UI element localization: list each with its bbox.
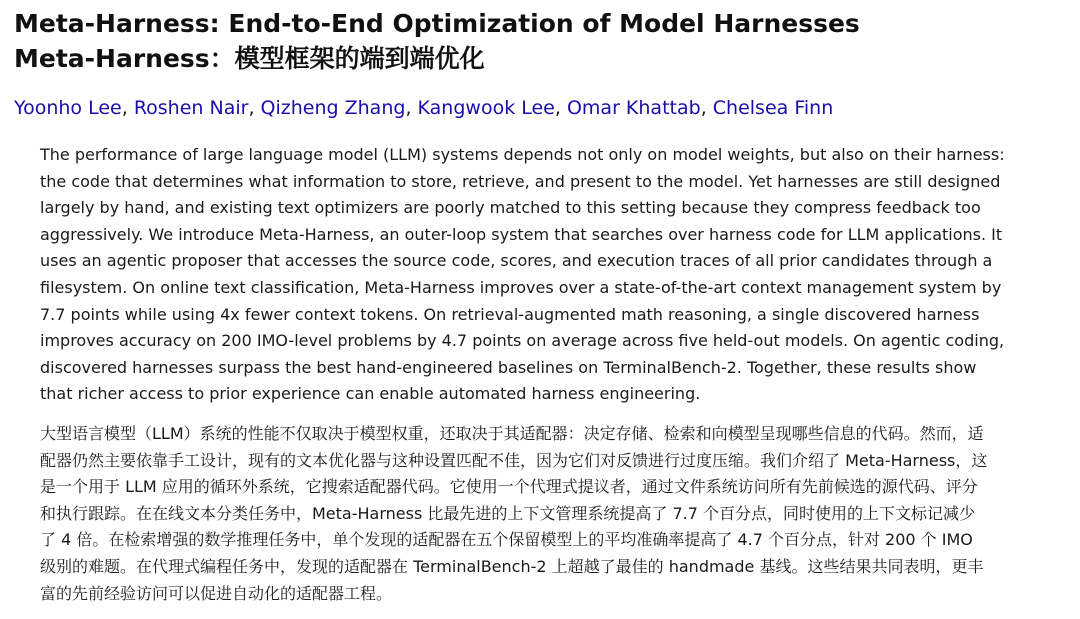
abstract-line: uses an agentic proposer that accesses the source code, scores, and execution traces of all prior candidates through a xyxy=(40,251,993,271)
author-separator: , xyxy=(700,97,713,119)
author-separator: , xyxy=(405,97,418,119)
abstract-line: 配器仍然主要依靠手工设计，现有的文本优化器与这种设置匹配不佳，因为它们对反馈进行过度压缩。我们介绍了 Meta-Harness，这 xyxy=(40,450,988,470)
abstract-line: 和执行跟踪。在在线文本分类任务中，Meta-Harness 比最先进的上下文管理系统提高了 7.7 个百分点，同时使用的上下文标记减少 xyxy=(40,503,975,523)
author-link[interactable]: Omar Khattab xyxy=(566,97,701,119)
author-separator: , xyxy=(121,97,134,119)
abstract-line: 了 4 倍。在检索增强的数学推理任务中，单个发现的适配器在五个保留模型上的平均准确率提高了 4.7 个百分点，针对 200 个 IMO xyxy=(40,530,973,550)
abstract-line: 7.7 points while using 4x fewer context tokens. On retrieval-augmented math reasoning, a single discovered harness xyxy=(40,304,980,324)
paper-title-en: Meta-Harness: End-to-End Optimization of Model Harnesses xyxy=(14,9,860,38)
author-link[interactable]: Kangwook Lee xyxy=(417,97,555,119)
abstract-english xyxy=(40,142,1068,408)
author-link[interactable]: Roshen Nair xyxy=(133,97,249,119)
paper-title-zh: Meta-Harness：模型框架的端到端优化 xyxy=(14,44,485,73)
author-separator: , xyxy=(554,97,567,119)
author-link[interactable]: Chelsea Finn xyxy=(712,97,834,119)
author-list xyxy=(14,94,833,122)
abstract-line: filesystem. On online text classification, Meta-Harness improves over a state-of-the-art context management system by xyxy=(40,277,1002,297)
abstract-line: discovered harnesses surpass the best hand-engineered baselines on TerminalBench-2. Together, these results show xyxy=(40,357,977,377)
abstract-line: aggressively. We introduce Meta-Harness, an outer-loop system that searches over harness code for LLM applications. It xyxy=(40,224,1003,244)
abstract-line: 级别的难题。在代理式编程任务中，发现的适配器在 TerminalBench-2 上超越了最佳的 handmade 基线。这些结果共同表明，更丰 xyxy=(40,556,984,576)
abstract-line: 是一个用于 LLM 应用的循环外系统，它搜索适配器代码。它使用一个代理式提议者，通过文件系统访问所有先前候选的源代码、评分 xyxy=(40,477,978,497)
abstract-line: largely by hand, and existing text optimizers are poorly matched to this setting because they compress feedback too xyxy=(40,198,981,218)
abstract-line: The performance of large language model (LLM) systems depends not only on model weights, but also on their harness: xyxy=(40,145,1005,164)
abstract-line: 大型语言模型（LLM）系统的性能不仅取决于模型权重，还取决于其适配器：决定存储、检索和向模型呈现哪些信息的代码。然而，适 xyxy=(40,424,984,443)
paper-title xyxy=(14,6,860,76)
author-link[interactable]: Qizheng Zhang xyxy=(260,97,406,119)
abstract-line: 富的先前经验访问可以促进自动化的适配器工程。 xyxy=(40,583,393,603)
abstract-line: that richer access to prior experience can enable automated harness engineering. xyxy=(40,384,701,404)
abstract-line: improves accuracy on 200 IMO-level problems by 4.7 points on average across five held-out models. On agentic coding, xyxy=(40,331,1005,351)
author-link[interactable]: Yoonho Lee xyxy=(14,97,122,119)
abstract-chinese xyxy=(40,421,1070,607)
abstract-line: the code that determines what information to store, retrieve, and present to the model. Yet harnesses are still designed xyxy=(40,171,1001,191)
author-separator: , xyxy=(248,97,261,119)
